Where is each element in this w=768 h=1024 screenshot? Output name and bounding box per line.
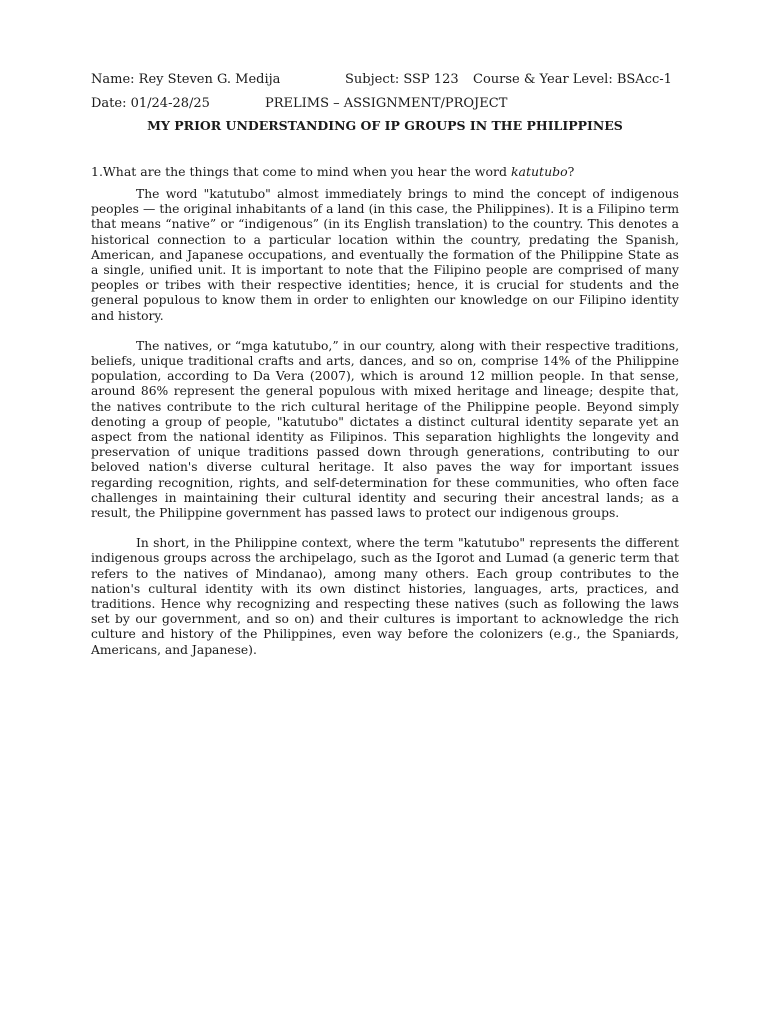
answer-body bbox=[91, 187, 679, 673]
paragraph-2: The natives, or “mga katutubo,” in our country, along with their respective traditions, beliefs, unique traditional crafts and arts, dances, and so on, comprise 14% of the Philippine population, according to Da Vera (2007), which is around 12 million people. In that sense, around 86% represent the general populous with mixed heritage and lineage; despite that, the natives contribute to the rich cultural heritage of the Philippine people. Beyond simply denoting a group of people, "katutubo" dictates a distinct cultural identity separate yet an aspect from the national identity as Filipinos. This separation highlights the longevity and preservation of unique traditions passed down through generations, contributing to our beloved nation's diverse cultural heritage. It also paves the way for important issues regarding recognition, rights, and self-determination for these communities, who often face challenges in maintaining their cultural identity and securing their ancestral lands; as a result, the Philippine government has passed laws to protect our indigenous groups. bbox=[91, 338, 679, 521]
course-year-level: Course & Year Level: BSAcc-1 bbox=[473, 72, 672, 87]
student-name: Name: Rey Steven G. Medija bbox=[91, 72, 281, 87]
question-prefix: 1.What are the things that come to mind when you hear the word bbox=[91, 164, 511, 179]
paragraph-3: In short, in the Philippine context, where the term "katutubo" represents the different indigenous groups across the archipelago, such as the Igorot and Lumad (a generic term that refers to the natives of Mindanao), among many others. Each group contributes to the nation's cultural identity with its own distinct histories, languages, arts, practices, and traditions. Hence why recognizing and respecting these natives (such as following the laws set by our government, and so on) and their cultures is important to acknowledge the rich culture and history of the Philippines, even way before the colonizers (e.g., the Spaniards, Americans, and Japanese). bbox=[91, 536, 679, 657]
question-suffix: ? bbox=[567, 164, 575, 179]
paragraph-1: The word "katutubo" almost immediately brings to mind the concept of indigenous peoples — the original inhabitants of a land (in this case, the Philippines). It is a Filipino term that means “native” or “indigenous” (in its English translation) to the country. This denotes a historical connection to a particular location within the country, predating the Spanish, American, and Japanese occupations, and eventually the formation of the Philippine State as a single, unified unit. It is important to note that the Filipino people are comprised of many peoples or tribes with their respective identities; hence, it is crucial for students and the general populous to know them in order to enlighten our knowledge on our Filipino identity and history. bbox=[91, 187, 679, 323]
document-title: MY PRIOR UNDERSTANDING OF IP GROUPS IN THE PHILIPPINES bbox=[147, 118, 623, 133]
assignment-label: PRELIMS – ASSIGNMENT/PROJECT bbox=[265, 96, 508, 111]
date: Date: 01/24-28/25 bbox=[91, 96, 210, 111]
question-term: katutubo bbox=[510, 164, 568, 179]
subject: Subject: SSP 123 bbox=[345, 72, 459, 87]
question-1 bbox=[91, 164, 679, 180]
